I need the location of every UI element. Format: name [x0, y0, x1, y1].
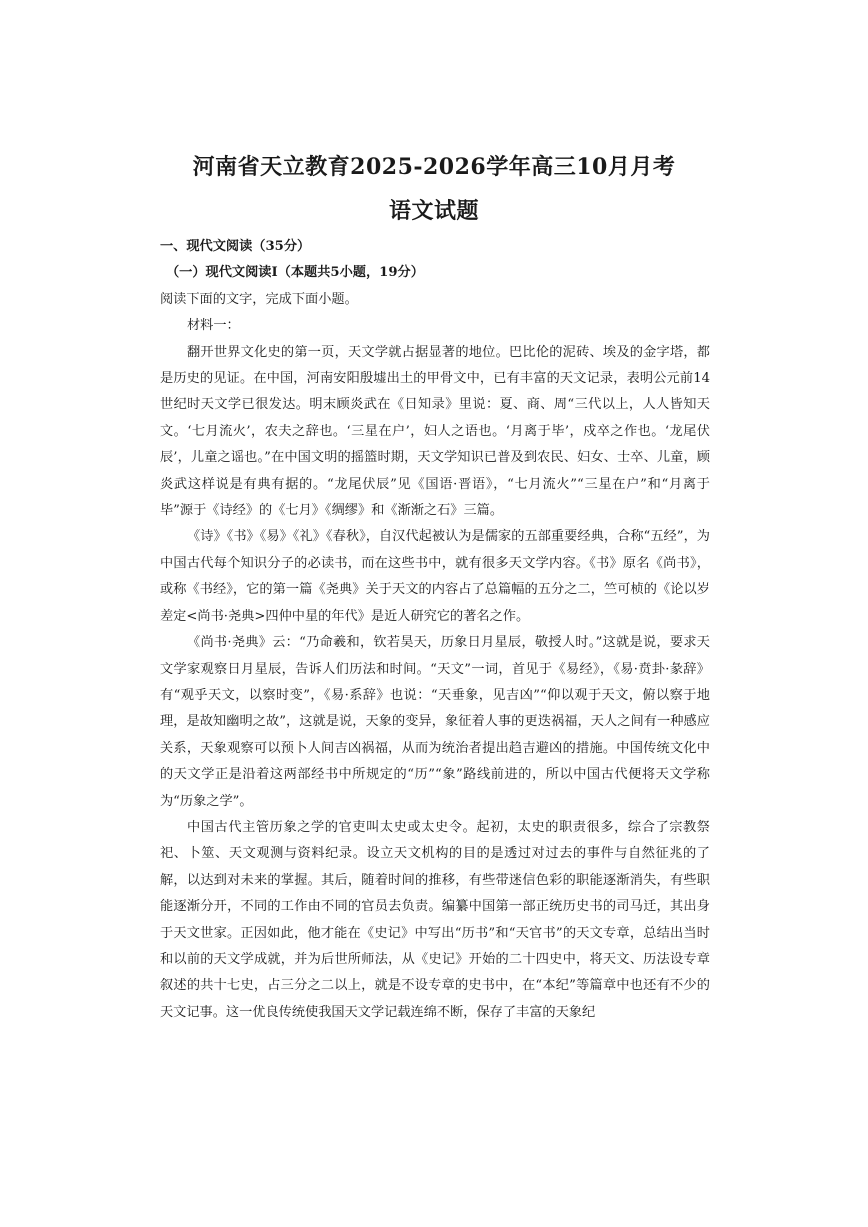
- section-heading: 一、现代文阅读（35分）: [160, 239, 311, 254]
- exam-subtitle: 语文试题: [388, 198, 479, 224]
- paragraph-3: 《尚书·尧典》云：“乃命羲和，钦若昊天，历象日月星辰，敬授人时。”这就是说，要求天文学家观察日月星辰，告诉人们历法和时间。“天文”一词，首见于《易经》，《易·贲卦·彖辞》有“观乎天文，以察时变”，《易·系辞》也说：“天垂象，见吉凶”“仰以观于天文，俯以察于地理，是故知幽明之故”，这就是说，天象的变异，象征着人事的更迭祸福，天人之间有一种感应关系，天象观察可以预卜人间吉凶祸福，从而为统治者提出趋吉避凶的措施。中国传统文化中的天文学正是沿着这两部经书中所规定的“历”“象”路线前进的，所以中国古代便将天文学称为“历象之学”。: [160, 635, 710, 809]
- reading-instruction: 阅读下面的文字，完成下面小题。: [160, 291, 358, 307]
- exam-body: [160, 234, 710, 1026]
- subsection-heading: （一）现代文阅读Ⅰ（本题共5小题，19分）: [166, 265, 424, 281]
- paragraph-2: 《诗》《书》《易》《礼》《春秋》，自汉代起被认为是儒家的五部重要经典，合称“五经”，为中国古代每个知识分子的必读书，而在这些书中，就有很多天文学内容。《书》原名《尚书》，或称《书经》，它的第一篇《尧典》关于天文的内容占了总篇幅的五分之二，竺可桢的《论以岁差定<尚书·尧典>四仲中星的年代》是近人研究它的著名之作。: [160, 529, 710, 624]
- material-label: 材料一：: [187, 318, 240, 334]
- paragraph-1: 翻开世界文化史的第一页，天文学就占据显著的地位。巴比伦的泥砖、埃及的金字塔，都是历史的见证。在中国，河南安阳殷墟出土的甲骨文中，已有丰富的天文记录，表明公元前14世纪时天文学已很发达。明末顾炎武在《日知录》里说：夏、商、周“三代以上，人人皆知天文。‘七月流火’，农夫之辞也。‘三星在户’，妇人之语也。‘月离于毕’，戍卒之作也。‘龙尾伏辰’，儿童之谣也。”在中国文明的摇篮时期，天文学知识已普及到农民、妇女、士卒、儿童，顾炎武这样说是有典有据的。“龙尾伏辰”见《国语·晋语》，“七月流火”“三星在户”和“月离于毕”源于《诗经》的《七月》《绸缪》和《渐渐之石》三篇。: [160, 344, 710, 519]
- paragraph-4: 中国古代主管历象之学的官吏叫太史或太史令。起初，太史的职责很多，综合了宗教祭祀、卜筮、天文观测与资料纪录。设立天文机构的目的是透过对过去的事件与自然征兆的了解，以达到对未来的掌握。其后，随着时间的推移，有些带迷信色彩的职能逐渐消失，有些职能逐渐分开，不同的工作由不同的官员去负责。编纂中国第一部正统历史书的司马迁，其出身于天文世家。正因如此，他才能在《史记》中写出“历书”和“天官书”的天文专章，总结出当时和以前的天文学成就，并为后世所师法，从《史记》开始的二十四史中，将天文、历法设专章叙述的共十七史，占三分之二以上，就是不设专章的史书中，在“本纪”等篇章中也还有不少的天文记事。这一优良传统使我国天文学记载连绵不断，保存了丰富的天象纪: [160, 819, 710, 1020]
- exam-title: 河南省天立教育2025-2026学年高三10月月考: [192, 154, 676, 180]
